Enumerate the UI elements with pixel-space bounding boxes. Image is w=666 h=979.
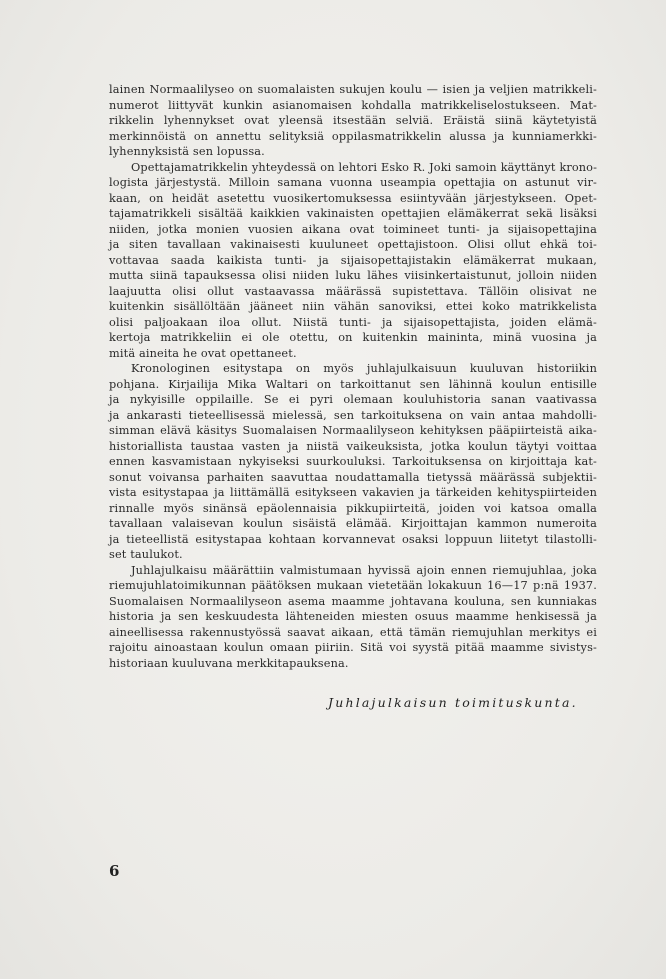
text-line: ja nykyisille oppilaille. Se ei pyri olemaan kouluhistoria sanan vaativassa <box>109 393 597 406</box>
text-line: Suomalaisen Normaalilyseon asema maamme johtavana kouluna, sen kunniakas <box>109 594 597 608</box>
page-number: 6 <box>109 862 120 880</box>
text-line: vista esitystapaa ja liittämällä esitykseen vakavien ja tärkeiden kehityspiirteiden <box>109 486 597 499</box>
text-line: rajoitu ainoastaan koulun omaan piiriin. Sitä voi syystä pitää maamme sivistys- <box>109 641 597 654</box>
text-line: laajuutta olisi ollut vastaavassa määrässä supistettava. Tällöin olisivat ne <box>109 284 597 298</box>
text-line: riemujuhlatoimikunnan päätöksen mukaan vietetään lokakuun 16—17 p:nä 1937. <box>109 579 597 592</box>
text-line: aineellisessa rakennustyössä saavat aikaan, että tämän riemujuhlan merkitys ei <box>109 625 597 639</box>
text-line: olisi paljoakaan iloa ollut. Niistä tunti- ja sijaisopettajista, joiden elämä- <box>109 315 597 329</box>
text-line: Opettajamatrikkelin yhteydessä on lehtori Esko R. Joki samoin käyttänyt krono- <box>131 160 597 174</box>
text-line: kertoja matrikkeliin ei ole otettu, on kuitenkin maininta, minä vuosina ja <box>109 331 597 344</box>
text-line: ja siten tavallaan vakinaisesti kuuluneet opettajistoon. Olisi ollut ehkä toi- <box>109 238 597 251</box>
text-line: vottavaa saada kaikista tunti- ja sijaisopettajistakin elämäkerrat mukaan, <box>109 253 597 267</box>
text-line: mitä aineita he ovat opettaneet. <box>109 346 297 360</box>
text-line: ja tieteellistä esitystapaa kohtaan korvannevat osaksi loppuun liitetyt tilastolli- <box>109 532 597 546</box>
text-column <box>109 82 597 671</box>
signature: Juhlajulkaisun toimituskunta. <box>328 695 578 710</box>
text-line: ennen kasvamistaan nykyiseksi suurkouluksi. Tarkoituksensa on kirjoittaja kat- <box>109 455 597 468</box>
text-line: logista järjestystä. Milloin samana vuonna useampia opettajia on astunut vir- <box>109 176 597 189</box>
text-line: merkinnöistä on annettu selityksiä oppilasmatrikkelin alussa ja kunniamerkki- <box>109 129 597 143</box>
text-line: kuitenkin sisällöltään jääneet niin vähän sanoviksi, ettei koko matrikkelista <box>109 300 597 313</box>
text-line: numerot liittyvät kunkin asianomaisen kohdalla matrikkeliselostukseen. Mat- <box>109 98 597 112</box>
text-line: tavallaan valaisevan koulun sisäistä elämää. Kirjoittajan kammon numeroita <box>109 517 597 530</box>
text-line: Juhlajulkaisu määrättiin valmistumaan hyvissä ajoin ennen riemujuhlaa, joka <box>131 563 597 577</box>
text-line: lyhennyksistä sen lopussa. <box>109 145 265 158</box>
text-line: ja ankarasti tieteellisessä mielessä, sen tarkoituksena on vain antaa mahdolli- <box>109 408 597 422</box>
text-line: historia ja sen keskuudesta lähteneiden miesten osuus maamme henkisessä ja <box>109 610 597 623</box>
text-line: historiaan kuuluvana merkkitapauksena. <box>109 656 349 670</box>
text-line: rikkelin lyhennykset ovat yleensä itsestään selviä. Eräistä siinä käytetyistä <box>109 114 597 127</box>
text-line: tajamatrikkeli sisältää kaikkien vakinaisten opettajien elämäkerrat sekä lisäksi <box>109 207 597 220</box>
text-line: mutta siinä tapauksessa olisi niiden luku lähes viisinkertaistunut, jolloin niiden <box>109 269 597 282</box>
text-line: set taulukot. <box>109 548 183 561</box>
text-line: pohjana. Kirjailija Mika Waltari on tarkoittanut sen lähinnä koulun entisille <box>109 377 597 391</box>
text-line: kaan, on heidät asetettu vuosikertomuksessa esiintyvään järjestykseen. Opet- <box>109 191 597 205</box>
text-line: historiallista taustaa vasten ja niistä vaikeuksista, jotka koulun täytyi voittaa <box>109 439 597 453</box>
text-line: lainen Normaalilyseo on suomalaisten sukujen koulu — isien ja veljien matrikkeli- <box>109 83 597 96</box>
text-line: Kronologinen esitystapa on myös juhlajulkaisuun kuuluvan historiikin <box>131 362 597 375</box>
text-line: simman elävä käsitys Suomalaisen Normaalilyseon kehityksen pääpiirteistä aika- <box>109 424 597 437</box>
text-line: rinnalle myös sinänsä epäolennaisia pikkupiirteitä, joiden voi katsoa omalla <box>109 501 597 515</box>
text-line: sonut voivansa parhaiten saavuttaa noudattamalla tietyssä määrässä subjektii- <box>109 470 597 484</box>
text-line: niiden, jotka monien vuosien aikana ovat toimineet tunti- ja sijaisopettajina <box>109 222 597 236</box>
